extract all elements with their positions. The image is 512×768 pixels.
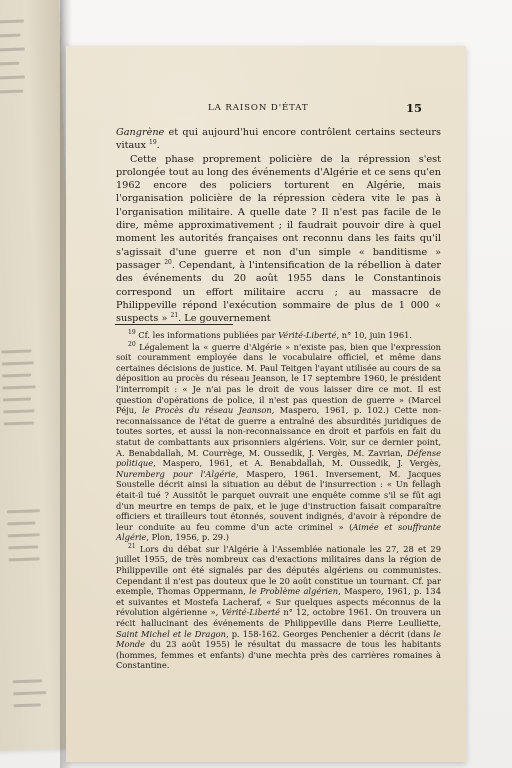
footnote-19 (116, 330, 441, 341)
text-run: , Maspero, 1961, p. 102.) Cette non-reconnaissance de l'état de guerre a entraîné des absurdités juridiques de toutes sortes, et aussi la non-reconnaissance en droit et parfois en fait du statut de combattants aux prisonniers algériens. Voir, sur ce dernier point, A. Benabdallah, M. Courrège, M. Oussedik, J. Vergès, M. Zavrian, (116, 405, 442, 458)
italic-title: Gangrène (116, 127, 165, 138)
italic-title: Saint Michel et le Dragon (116, 628, 226, 639)
page-header (66, 103, 466, 117)
footnote-number: 21 (128, 543, 136, 551)
running-head: LA RAISON D'ÉTAT (208, 103, 309, 113)
text-run: , Maspero, 1961, et A. Benabdallah, M. Oussedik, J. Vergès, (153, 458, 441, 469)
footnote-ref: 20 (164, 258, 172, 266)
text-run: , n° 10, juin 1961. (336, 330, 413, 340)
italic-title: le Problème algérien (249, 586, 339, 597)
paragraph (116, 126, 441, 153)
text-run: et qui aujourd'hui encore contrôlent certains secteurs vitaux (116, 127, 441, 152)
italic-title: Défense politique (116, 447, 441, 469)
text-run: . Cependant, à l'intensification de la rébellion à dater des événements du 20 août 1955 dans le Constantinois correspond un effort militaire accru ; au massacre de Philippeville répond l'exécution sommaire de plus de 1 000 « suspects » (116, 259, 441, 325)
footnote-ref: 19 (149, 139, 157, 147)
italic-title: le Monde (116, 628, 441, 650)
text-run: . Le gouvernement (178, 313, 271, 325)
text-run: Cette phase proprement policière de la répression s'est prolongée tout au long des événements d'Algérie et ce sens qu'en 1962 encore des policiers torturent en Algérie, mais l'organisation policière de la répression cèdera vite le pas à l'organisation militaire. A quelle date ? Il n'est pas facile de le dire, même approximativement ; il faudrait pouvoir dire à quel moment les autorités françaises ont reconnu dans les faits qu'il s'agissait d'une guerre et non d'un simple « banditisme » passager (116, 153, 441, 271)
italic-title: le Procès du réseau Jeanson (142, 405, 272, 416)
footnote-20 (116, 342, 441, 543)
footnote-number: 19 (128, 329, 136, 337)
text-run: , Plon, 1956, p. 29.) (146, 532, 229, 543)
italic-title: Nuremberg pour l'Algérie (116, 468, 236, 479)
book-page (66, 46, 466, 762)
footnote-rule (115, 324, 233, 325)
paragraph (116, 153, 441, 326)
text-run: du 23 août 1955) le résultat du massacre de tous les habitants (hommes, femmes et enfants) d'une mechta près des carrières romaines à Constantine. (116, 639, 441, 671)
italic-title: Vérité-Liberté (221, 607, 280, 618)
footnotes (116, 330, 441, 672)
text-run: Légalement la « guerre d'Algérie » n'existe pas, bien que l'expression soit couramment employée dans le vocabulaire officiel, et même dans certaines décisions de justice. M. Paul Teitgen l'ayant utilisée au cours de sa déposition au procès du réseau Jeanson, le 17 septembre 1960, le président l'interrompit : « Je n'ai pas le droit de vous laisser dire ce mot. Il est question d'opérations de police, il n'est pas question de guerre » (Marcel Péju, (116, 341, 441, 416)
footnote-ref: 21 (170, 311, 179, 319)
text-run: Lors du débat sur l'Algérie à l'Assemblée nationale les 27, 28 et 29 juillet 1955, de très nombreux cas d'exactions militaires dans la région de Philippeville ont été signalés par des députés algériens ou communistes. Cependant il n'est pas douteux que le 20 août constitue un tournant. Cf. par exemple, Thomas Oppermann, (116, 543, 441, 597)
footnote-21 (116, 544, 441, 671)
text-run: n° 12, octobre 1961. On trouvera un récit hallucinant des événements de Philippeville dans Pierre Leulliette, (116, 607, 441, 629)
text-run: Cf. les informations publiées par (135, 330, 279, 340)
text-run: . (156, 140, 160, 152)
italic-title: Aimée et souffrante Algérie (116, 521, 441, 543)
italic-title: Vérité-Liberté (278, 330, 337, 340)
body-text (116, 126, 441, 325)
text-run: , Maspero, 1961. Inversement, M. Jacques Soustelle décrit ainsi la situation au début de l'insurrection : « Un fellagh était-il tué ? Aussitôt le parquet ouvrait une enquête comme s'il se fût agi d'un meurtre en temps de paix, et le juge d'instruction faisait comparaître officiers et tirailleurs tout étonnés, souvent indignés, d'avoir à répondre de leur conduite au feu comme d'un acte criminel » ( (116, 468, 441, 532)
text-run: , Maspero, 1961, p. 134 et suivantes et Mostefa Lacheraf, « Sur quelques aspects méconnus de la révolution algérienne », (116, 586, 441, 618)
page-number: 15 (405, 101, 422, 115)
text-run: , p. 158-162. Georges Penchenier a décrit (dans (226, 628, 434, 639)
footnote-number: 20 (128, 340, 136, 348)
